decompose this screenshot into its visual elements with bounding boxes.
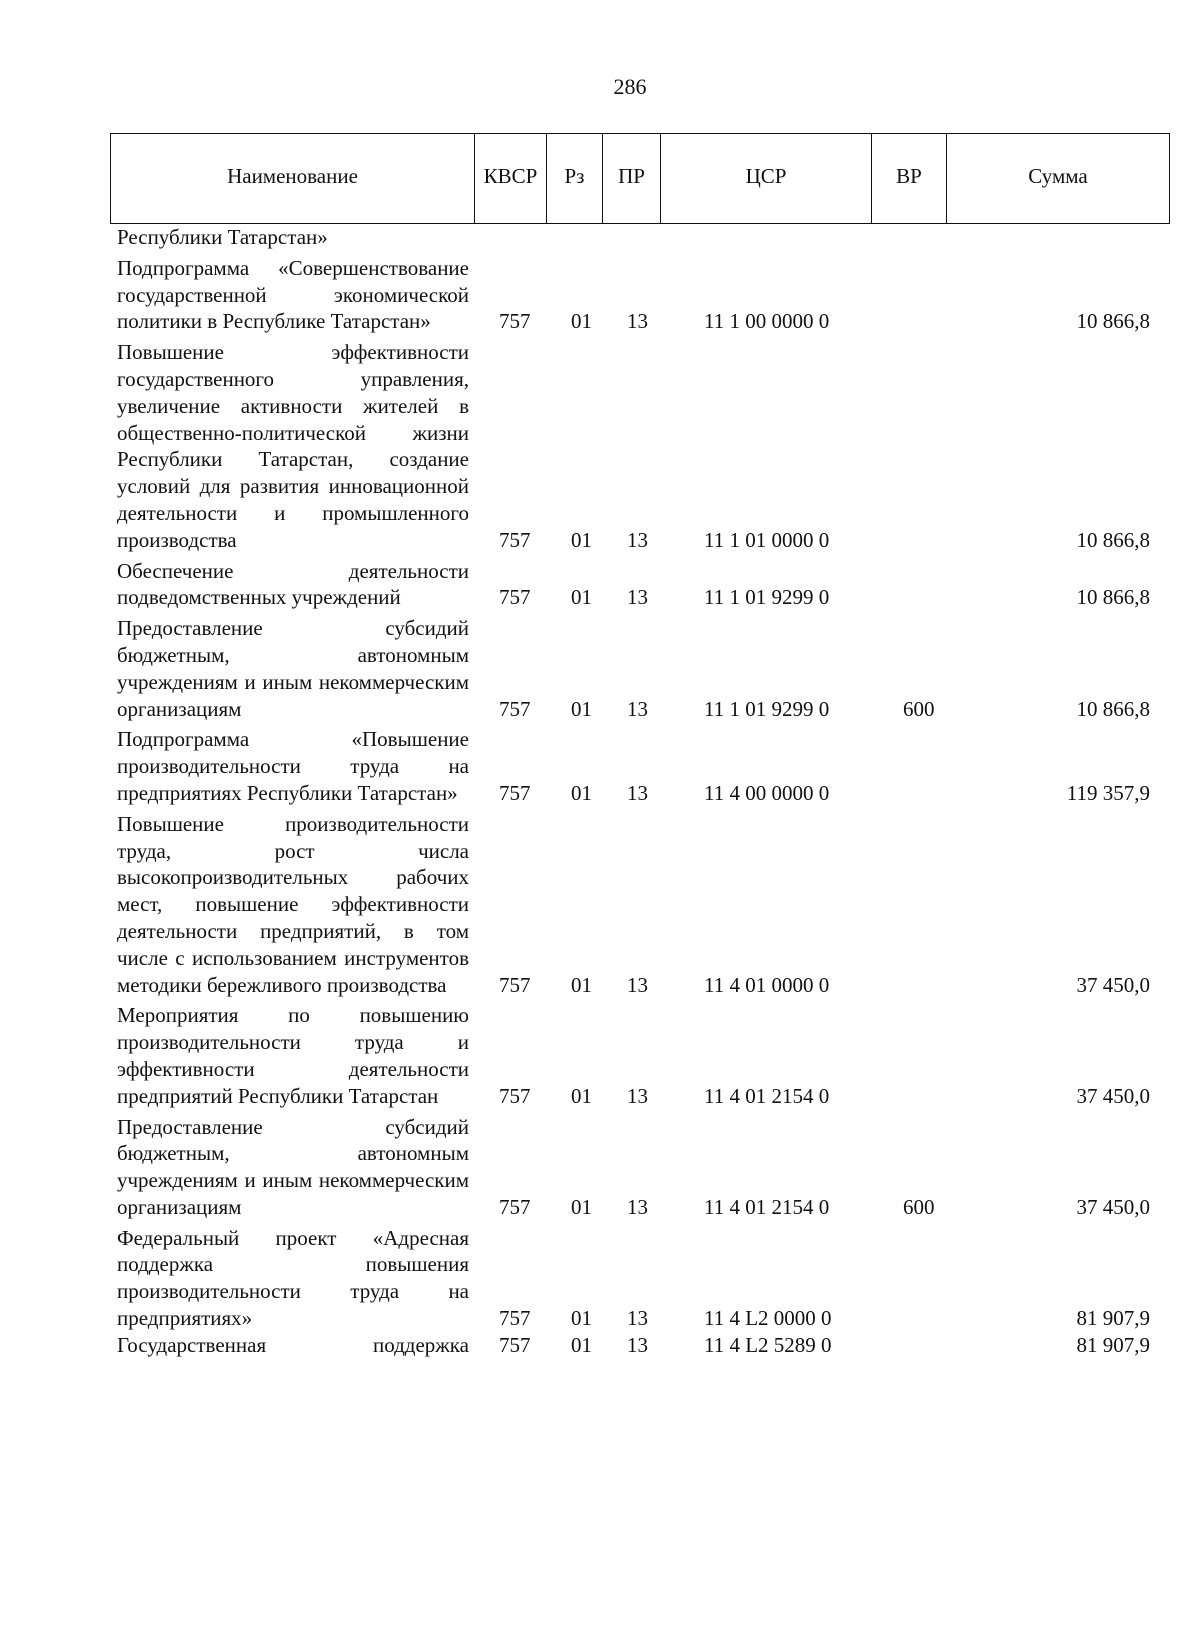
row-sum: 10 866,8 bbox=[1076, 696, 1150, 721]
table-row bbox=[0, 1114, 1200, 1221]
row-rz: 01 bbox=[571, 1083, 592, 1108]
row-name: Повышение производительности труда, рост числа высокопроизводительных рабочих мест, повышение эффективности деятельности предприятий, в том числе с использованием инструментов методики бережливого производства bbox=[117, 811, 469, 997]
row-csr: 11 1 00 0000 0 bbox=[704, 309, 830, 334]
header-vr: ВР bbox=[872, 134, 947, 223]
row-pr: 13 bbox=[627, 696, 648, 721]
table-row bbox=[0, 1332, 1200, 1359]
row-kvsr: 757 bbox=[499, 585, 531, 610]
row-vr: 600 bbox=[903, 696, 935, 721]
row-pr: 13 bbox=[627, 780, 648, 805]
table-row bbox=[0, 1002, 1200, 1109]
row-kvsr: 757 bbox=[499, 1332, 531, 1357]
row-rz: 01 bbox=[571, 1194, 592, 1219]
row-csr: 11 4 L2 5289 0 bbox=[704, 1332, 832, 1357]
table-header bbox=[110, 133, 1170, 224]
row-pr: 13 bbox=[627, 972, 648, 997]
row-pr: 13 bbox=[627, 1083, 648, 1108]
table-row bbox=[0, 224, 1200, 251]
row-name: Повышение эффективности государственного управления, увеличение активности жителей в общественно-политической жизни Республики Татарстан, создание условий для развития инновационной деятельности и промышленного производства bbox=[117, 340, 469, 552]
page-number: 286 bbox=[613, 74, 647, 99]
row-csr: 11 4 01 2154 0 bbox=[704, 1083, 830, 1108]
row-sum: 81 907,9 bbox=[1076, 1306, 1150, 1331]
row-csr: 11 1 01 0000 0 bbox=[704, 527, 830, 552]
row-pr: 13 bbox=[627, 585, 648, 610]
row-rz: 01 bbox=[571, 1306, 592, 1331]
row-csr: 11 4 00 0000 0 bbox=[704, 780, 830, 805]
row-kvsr: 757 bbox=[499, 1083, 531, 1108]
row-rz: 01 bbox=[571, 309, 592, 334]
header-rz: Рз bbox=[547, 134, 603, 223]
row-pr: 13 bbox=[627, 1306, 648, 1331]
row-pr: 13 bbox=[627, 309, 648, 334]
row-sum: 10 866,8 bbox=[1076, 309, 1150, 334]
row-rz: 01 bbox=[571, 527, 592, 552]
row-kvsr: 757 bbox=[499, 527, 531, 552]
row-rz: 01 bbox=[571, 585, 592, 610]
row-rz: 01 bbox=[571, 972, 592, 997]
row-sum: 81 907,9 bbox=[1076, 1332, 1150, 1357]
row-kvsr: 757 bbox=[499, 1306, 531, 1331]
row-sum: 37 450,0 bbox=[1076, 1194, 1150, 1219]
row-pr: 13 bbox=[627, 1194, 648, 1219]
table-row bbox=[0, 1225, 1200, 1332]
row-kvsr: 757 bbox=[499, 780, 531, 805]
row-name: Республики Татарстан» bbox=[117, 225, 328, 249]
row-csr: 11 4 01 2154 0 bbox=[704, 1194, 830, 1219]
table-row bbox=[0, 255, 1200, 335]
row-sum: 10 866,8 bbox=[1076, 527, 1150, 552]
row-sum: 37 450,0 bbox=[1076, 972, 1150, 997]
row-name: Государственная поддержка bbox=[117, 1332, 469, 1357]
row-sum: 10 866,8 bbox=[1076, 585, 1150, 610]
row-rz: 01 bbox=[571, 780, 592, 805]
row-csr: 11 4 01 0000 0 bbox=[704, 972, 830, 997]
header-kvsr: КВСР bbox=[475, 134, 547, 223]
row-kvsr: 757 bbox=[499, 1194, 531, 1219]
row-name: Мероприятия по повышению производительности труда и эффективности деятельности предприятий Республики Татарстан bbox=[117, 1003, 469, 1108]
row-kvsr: 757 bbox=[499, 972, 531, 997]
row-name: Подпрограмма «Совершенствование государственной экономической политики в Республике Татарстан» bbox=[117, 255, 469, 334]
header-csr: ЦСР bbox=[661, 134, 872, 223]
row-sum: 119 357,9 bbox=[1066, 780, 1150, 805]
table-row bbox=[0, 558, 1200, 612]
row-name: Предоставление субсидий бюджетным, автономным учреждениям и иным некоммерческим организациям bbox=[117, 1114, 469, 1219]
row-sum: 37 450,0 bbox=[1076, 1083, 1150, 1108]
row-pr: 13 bbox=[627, 1332, 648, 1357]
row-pr: 13 bbox=[627, 527, 648, 552]
header-name: Наименование bbox=[111, 134, 475, 223]
row-name: Предоставление субсидий бюджетным, автономным учреждениям и иным некоммерческим организациям bbox=[117, 616, 469, 721]
row-rz: 01 bbox=[571, 1332, 592, 1357]
row-csr: 11 4 L2 0000 0 bbox=[704, 1306, 832, 1331]
row-kvsr: 757 bbox=[499, 696, 531, 721]
row-rz: 01 bbox=[571, 696, 592, 721]
table-row bbox=[0, 726, 1200, 806]
table-body bbox=[0, 224, 1200, 1359]
row-vr: 600 bbox=[903, 1194, 935, 1219]
row-name: Федеральный проект «Адресная поддержка повышения производительности труда на предприятиях» bbox=[117, 1225, 469, 1331]
table-row bbox=[0, 811, 1200, 999]
row-csr: 11 1 01 9299 0 bbox=[704, 696, 830, 721]
table-row bbox=[0, 339, 1200, 553]
row-name: Подпрограмма «Повышение производительности труда на предприятиях Республики Татарстан» bbox=[117, 727, 469, 805]
header-sum: Сумма bbox=[1028, 164, 1088, 188]
row-kvsr: 757 bbox=[499, 309, 531, 334]
row-csr: 11 1 01 9299 0 bbox=[704, 585, 830, 610]
table-row bbox=[0, 615, 1200, 722]
row-name: Обеспечение деятельности подведомственных учреждений bbox=[117, 558, 469, 610]
header-pr: ПР bbox=[603, 134, 661, 223]
